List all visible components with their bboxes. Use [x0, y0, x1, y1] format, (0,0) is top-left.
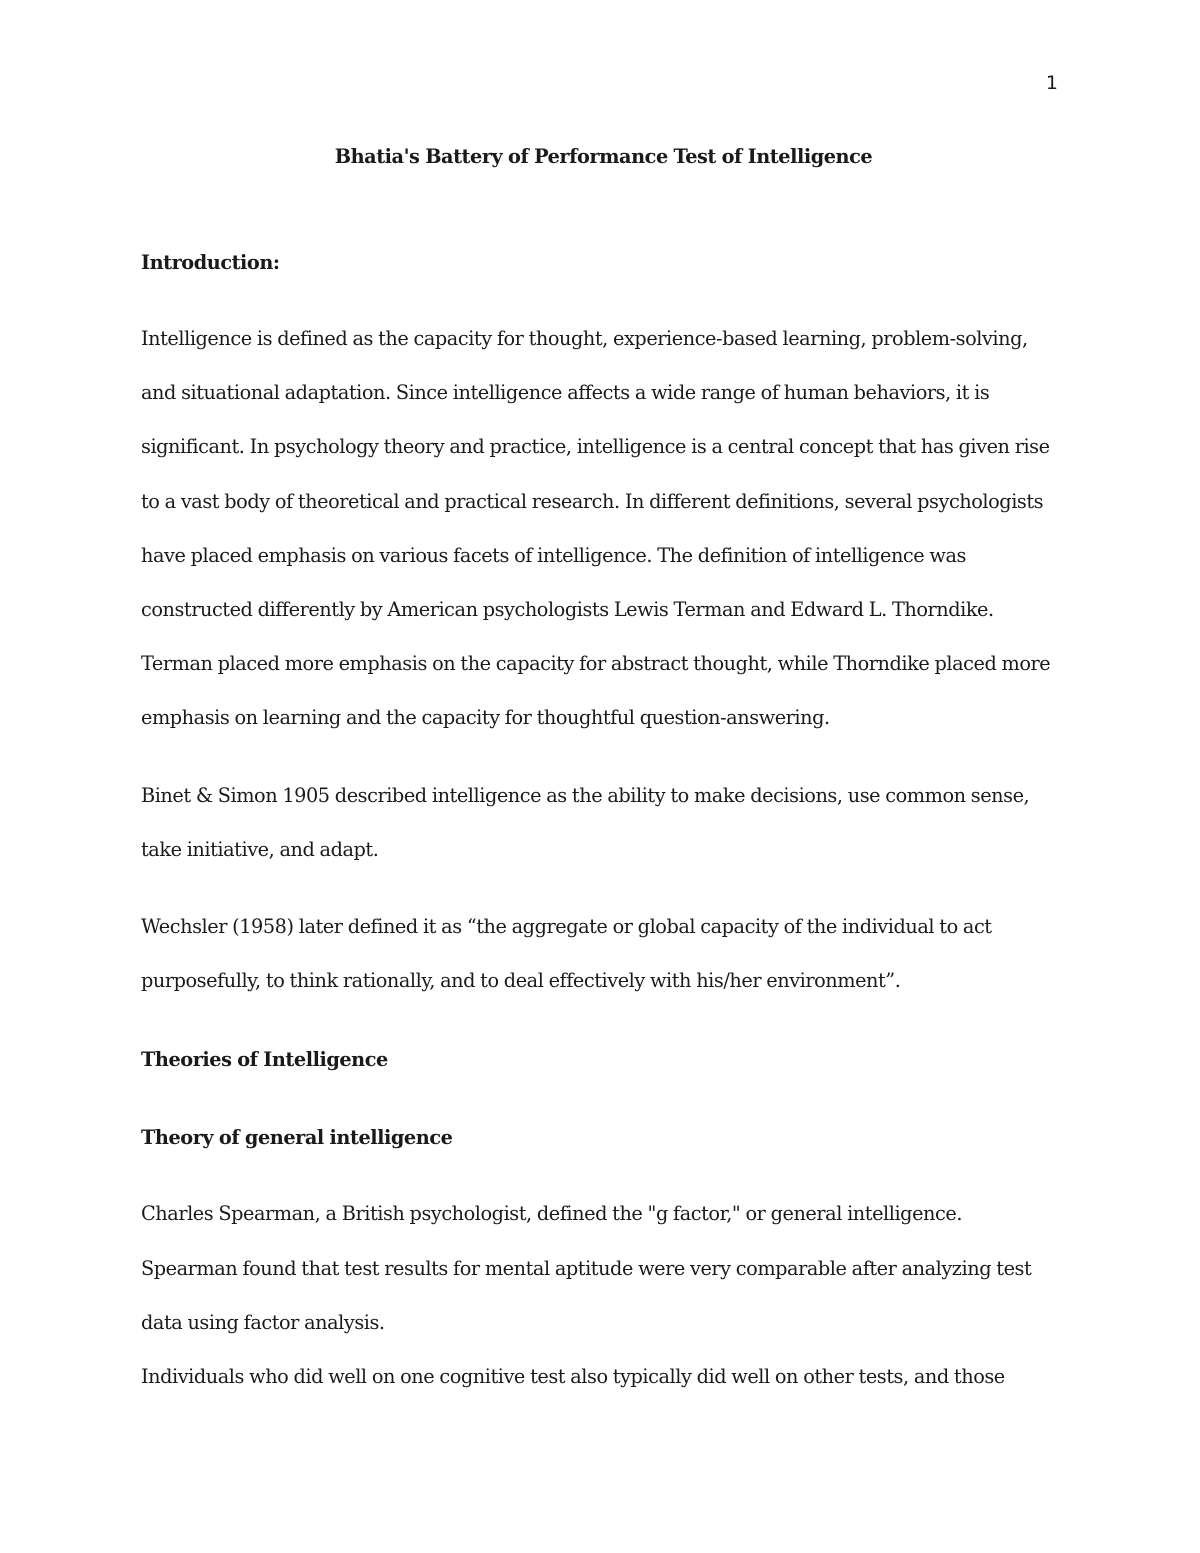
text-line: data using factor analysis.	[141, 1310, 385, 1334]
text-line: take initiative, and adapt.	[141, 837, 379, 861]
text-line: Terman placed more emphasis on the capacity for abstract thought, while Thorndike placed more	[141, 652, 1051, 676]
text-line: purposefully, to think rationally, and to deal effectively with his/her environment”.	[141, 969, 901, 993]
text-line: Wechsler (1958) later defined it as “the aggregate or global capacity of the individual to act	[141, 915, 992, 939]
text-line: emphasis on learning and the capacity for thoughtful question-answering.	[141, 706, 830, 730]
text-line: significant. In psychology theory and practice, intelligence is a central concept that has given rise	[141, 435, 1050, 459]
text-line: to a vast body of theoretical and practical research. In different definitions, several psychologists	[141, 489, 1044, 513]
paragraph-binet-simon	[141, 769, 1066, 877]
text-line: Binet & Simon 1905 described intelligence as the ability to make decisions, use common sense,	[141, 783, 1030, 807]
text-line: and situational adaptation. Since intelligence affects a wide range of human behaviors, it is	[141, 381, 990, 405]
heading-theories: Theories of Intelligence	[141, 1048, 388, 1072]
text-line: constructed differently by American psychologists Lewis Terman and Edward L. Thorndike.	[141, 598, 994, 622]
text-line: Charles Spearman, a British psychologist, defined the "g factor," or general intelligence.	[141, 1202, 962, 1226]
text-line: have placed emphasis on various facets of intelligence. The definition of intelligence was	[141, 543, 966, 567]
text-line: Individuals who did well on one cognitive test also typically did well on other tests, and those	[141, 1365, 1005, 1389]
text-line: Spearman found that test results for mental aptitude were very comparable after analyzing test	[141, 1256, 1032, 1280]
paragraph-individuals	[141, 1350, 1066, 1404]
text-line: Intelligence is defined as the capacity for thought, experience-based learning, problem-solving,	[141, 327, 1028, 350]
paragraph-wechsler	[141, 900, 1066, 1008]
document-title: Bhatia's Battery of Performance Test of Intelligence	[334, 145, 873, 168]
document-body	[141, 143, 1066, 1404]
paragraph-intelligence-definition	[141, 312, 1066, 746]
heading-introduction: Introduction:	[141, 251, 280, 274]
page-number: 1	[1045, 72, 1058, 94]
paragraph-spearman	[141, 1187, 1066, 1350]
heading-general-intelligence: Theory of general intelligence	[141, 1126, 453, 1150]
